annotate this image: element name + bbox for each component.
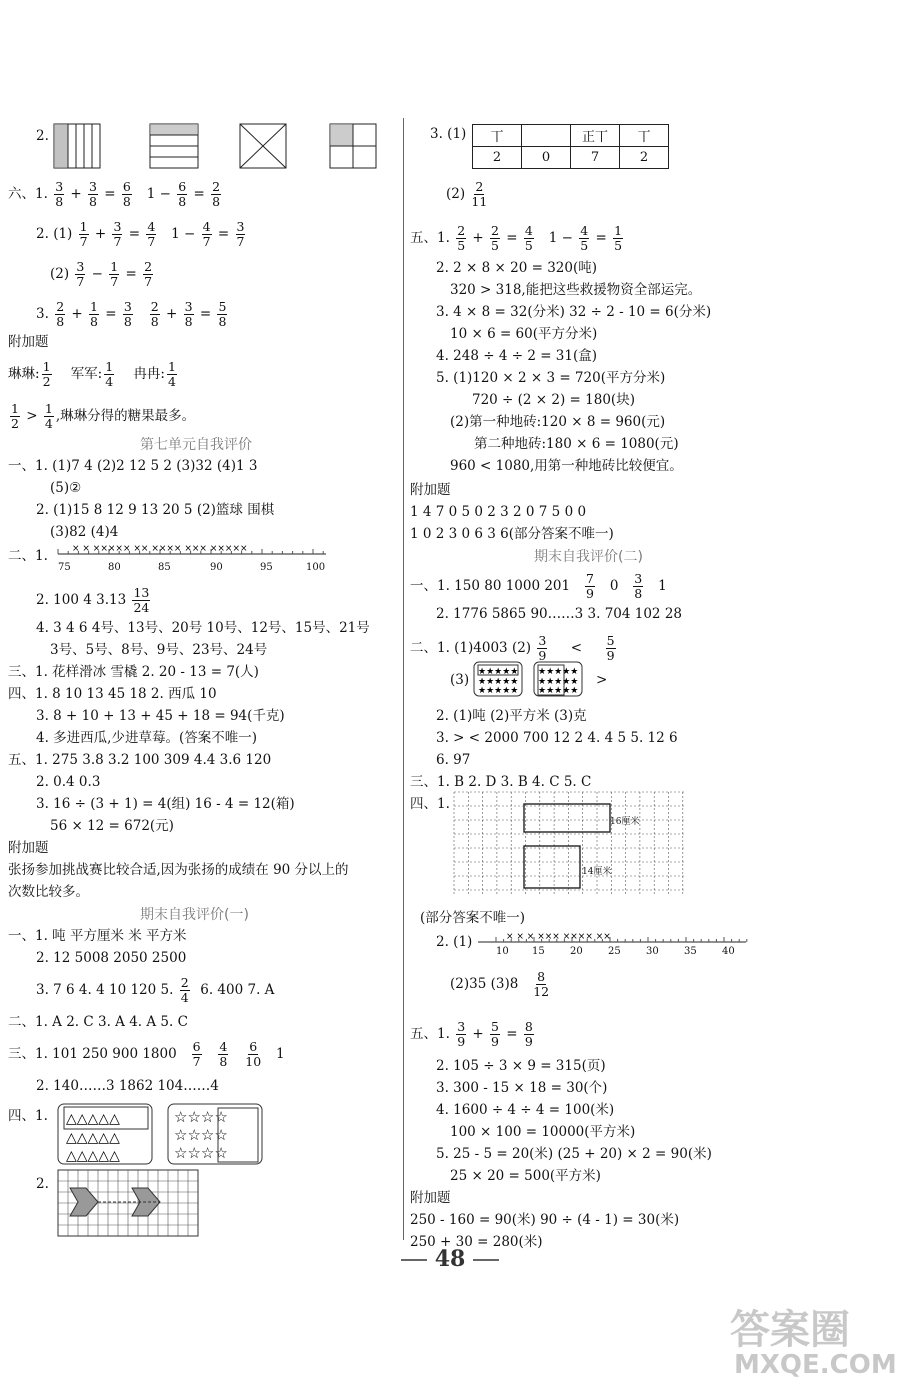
r-s5-4: 4. 248 ÷ 4 ÷ 2 = 31(盒) <box>436 348 598 364</box>
f2-s4-note: (部分答案不唯一) <box>420 910 526 926</box>
nl2-tick-label: 20 <box>570 946 583 957</box>
r-extra-b2: 250 + 30 = 280(米) <box>410 1234 543 1250</box>
candy-compare: $\frac{1}{2}$ > $\frac{1}{4}$ ,琳琳分得的糖果最多。 <box>11 401 196 431</box>
footer-dash-right <box>473 1259 499 1261</box>
nl1-tick-label: 90 <box>210 562 223 573</box>
nl2-tick-label: 15 <box>532 946 545 957</box>
u7-line3: 2. (1)15 8 12 9 13 20 5 (2)篮球 围棋 <box>36 502 275 518</box>
f2-s2-3: (3) <box>450 672 470 688</box>
grid-rectangles <box>452 790 688 900</box>
f2-s2-3b: 3. > < 2000 700 12 2 4. 4 5 5. 12 6 <box>436 730 678 746</box>
r-s5-5c: (2)第一种地砖:120 × 8 = 960(元) <box>450 414 666 430</box>
number-line-2-labels <box>496 946 746 960</box>
nl1-tick-label: 80 <box>108 562 121 573</box>
r-s5-5e: 960 < 1080,用第一种地砖比较便宜。 <box>450 458 683 474</box>
r-extra-2: 1 0 2 3 0 6 3 6(部分答案不唯一) <box>410 526 614 542</box>
f1-line3: 3. 7 6 4. 4 10 120 5. $\frac{2}{4}$ 6. 400 7. A <box>36 975 275 1005</box>
tally-row <box>473 125 669 147</box>
tally-cell: 0 <box>522 147 571 169</box>
u7-s5: 五、1. 275 3.8 3.2 100 309 4.4 3.6 120 <box>8 752 272 768</box>
nl1-tick-label: 85 <box>158 562 171 573</box>
svg-text:☆☆☆☆: ☆☆☆☆ <box>174 1108 228 1126</box>
tally-cell <box>522 125 571 147</box>
candy-fractions: 琳琳: $\frac{1}{2}$ 军军: $\frac{1}{4}$ 冉冉: $\frac{1}{4}$ <box>8 359 176 389</box>
r-s5-2: 2. 2 × 8 × 20 = 320(吨) <box>436 260 598 276</box>
f2-s2-2: 2. (1)吨 (2)平方米 (3)克 <box>436 708 587 724</box>
q2-label: 2. <box>36 128 49 144</box>
f1-s2: 二、1. A 2. C 3. A 4. A 5. C <box>8 1014 188 1030</box>
f2-s2-gt: > <box>596 672 608 688</box>
triangles-stars-figure <box>56 1102 270 1168</box>
r-extra-b1: 250 - 160 = 90(米) 90 ÷ (4 - 1) = 30(米) <box>410 1212 680 1228</box>
section-heading-unit7: 第七单元自我评价 <box>140 437 252 453</box>
svg-text:★★★★★: ★★★★★ <box>538 667 579 677</box>
star-boxes <box>472 660 592 700</box>
tally-cell: 2 <box>473 147 522 169</box>
f2-s3: 三、1. B 2. D 3. B 4. C 5. C <box>410 774 592 790</box>
f2-s4-2b: (2)35 (3)8 $\frac{8}{12}$ <box>450 969 550 999</box>
tally-cell: 正丅 <box>571 125 620 147</box>
u7-q4: 4. 3 4 6 4号、13号、20号 10号、12号、15号、21号 <box>36 620 370 636</box>
f2-s4: 四、1. <box>410 796 450 812</box>
u7-line2: (5)② <box>50 480 82 496</box>
u7-s4-4: 4. 多进西瓜,少进草莓。(答案不唯一) <box>36 730 257 746</box>
f1-s4-2: 2. <box>36 1176 49 1192</box>
fraction-shapes <box>52 122 392 170</box>
footer-dash-left <box>401 1259 427 1261</box>
page-footer <box>0 1246 900 1272</box>
extra2-text1: 张扬参加挑战赛比较合适,因为张扬的成绩在 90 分以上的 <box>8 862 349 878</box>
f2-line1: 一、1. 150 80 1000 201 $\frac{7}{9}$ 0 $\frac{3}{8}$ 1 <box>410 571 667 601</box>
nl2-tick-label: 35 <box>684 946 697 957</box>
r3-2: (2) $\frac{2}{11}$ <box>446 179 488 209</box>
s6-q2a: 2. (1) $\frac{1}{7}$ + $\frac{3}{7}$ = $\frac{4}{7}$ 1 − $\frac{4}{7}$ = $\frac{3}{7}$ <box>36 219 245 249</box>
nl2-tick-label: 30 <box>646 946 659 957</box>
f1-s3: 三、1. 101 250 900 1800 $\frac{6}{7}$ $\frac{4}{8}$ $\frac{6}{10}$ 1 <box>8 1039 285 1069</box>
r-s5-2b: 320 > 318,能把这些救援物资全部运完。 <box>450 282 702 298</box>
svg-text:★★★★★: ★★★★★ <box>538 686 579 696</box>
svg-text:× × × ××× ×××× ××: × × × ××× ×××× ×× <box>506 932 611 942</box>
r-extra-b-title: 附加题 <box>410 1190 451 1206</box>
r-s5-3: 3. 4 × 8 = 32(分米) 32 ÷ 2 - 10 = 6(分米) <box>436 304 712 320</box>
u7-s5-2: 2. 0.4 0.3 <box>36 774 101 790</box>
nl1-tick-label: 100 <box>306 562 326 573</box>
f1-line1: 一、1. 吨 平方厘米 米 平方米 <box>8 928 187 944</box>
s6-q3: 3. $\frac{2}{8}$ + $\frac{1}{8}$ = $\frac{3}{8}$ $\frac{2}{8}$ + $\frac{3}{8}$ = $\frac{5}{8}$ <box>36 299 227 329</box>
u7-s5-3: 3. 16 ÷ (3 + 1) = 4(组) 16 - 4 = 12(箱) <box>36 796 295 812</box>
u7-line1: 一、1. (1)7 4 (2)2 12 5 2 (3)32 (4)1 3 <box>8 458 258 474</box>
watermark-url: MXQE.COM <box>734 1350 897 1380</box>
u7-q2: 2. 100 4 3.13 $\frac{13}{24}$ <box>36 585 150 615</box>
svg-text:☆☆☆☆: ☆☆☆☆ <box>174 1126 228 1144</box>
r-s5-5: 5. (1)120 × 2 × 3 = 720(平方分米) <box>436 370 666 386</box>
svg-text:★★★★★: ★★★★★ <box>478 686 519 696</box>
r-extra-title: 附加题 <box>410 482 451 498</box>
u7-s3: 三、1. 花样滑冰 雪橇 2. 20 - 13 = 7(人) <box>8 664 259 680</box>
page-number: 48 <box>434 1246 466 1272</box>
r-s5b-3: 3. 300 - 15 × 18 = 30(个) <box>436 1080 608 1096</box>
r-extra-1: 1 4 7 0 5 0 2 3 2 0 7 5 0 0 <box>410 504 587 520</box>
section-heading-final2: 期末自我评价(二) <box>534 549 643 565</box>
r-s5b-4: 4. 1600 ÷ 4 ÷ 4 = 100(米) <box>436 1102 615 1118</box>
nl2-tick-label: 10 <box>496 946 509 957</box>
r-s5b-5b: 25 × 20 = 500(平方米) <box>450 1168 601 1184</box>
f2-s4-2: 2. (1) <box>436 934 473 950</box>
svg-text:△△△△△: △△△△△ <box>66 1111 120 1127</box>
svg-text:△△△△△: △△△△△ <box>66 1130 120 1146</box>
u7-line4: (3)82 (4)4 <box>50 524 119 540</box>
r-s5-3b: 10 × 6 = 60(平方分米) <box>450 326 598 342</box>
grid-label-16cm: 16厘米 <box>610 817 640 827</box>
nl2-tick-label: 40 <box>722 946 735 957</box>
r-s5b-2: 2. 105 ÷ 3 × 9 = 315(页) <box>436 1058 606 1074</box>
grid-fish-figure <box>56 1168 204 1240</box>
section-heading-final1: 期末自我评价(一) <box>140 907 249 923</box>
u7-s4: 四、1. 8 10 13 45 18 2. 西瓜 10 <box>8 686 217 702</box>
s6-q2b: (2) $\frac{3}{7}$ − $\frac{1}{7}$ = $\frac{2}{7}$ <box>50 259 153 289</box>
u7-nl-prefix: 二、1. <box>8 548 48 564</box>
u7-s4-3: 3. 8 + 10 + 13 + 45 + 18 = 94(千克) <box>36 708 285 724</box>
svg-text:★★★★★: ★★★★★ <box>538 677 579 687</box>
r-s5b-q1: 五、1. $\frac{3}{9}$ + $\frac{5}{9}$ = $\frac{8}{9}$ <box>410 1019 533 1049</box>
tally-cell: 2 <box>620 147 669 169</box>
f1-line2: 2. 12 5008 2050 2500 <box>36 950 187 966</box>
svg-text:× × ××××× ×× ×××× ××× ×××××: × × ××××× ×× ×××× ××× ××××× <box>72 544 248 554</box>
nl1-tick-label: 95 <box>260 562 273 573</box>
r3-label: 3. (1) <box>430 126 467 142</box>
nl1-tick-label: 75 <box>58 562 71 573</box>
svg-text:△△△△△: △△△△△ <box>66 1148 120 1164</box>
r-s5-5d: 第二种地砖:180 × 6 = 1080(元) <box>474 436 679 452</box>
f1-s4: 四、1. <box>8 1108 48 1124</box>
tally-row <box>473 147 669 169</box>
u7-q4b: 3号、5号、8号、9号、23号、24号 <box>50 642 268 658</box>
extra2-text2: 次数比较多。 <box>8 884 89 900</box>
tally-cell: 丅 <box>620 125 669 147</box>
f1-s3-2: 2. 140……3 1862 104……4 <box>36 1078 219 1094</box>
extra-title-1: 附加题 <box>8 334 49 350</box>
r-s5-q1: 五、1. $\frac{2}{5}$ + $\frac{2}{5}$ = $\frac{4}{5}$ 1 − $\frac{4}{5}$ = $\frac{1}{5}$ <box>410 223 623 253</box>
extra-title-2: 附加题 <box>8 840 49 856</box>
watermark-logo: 答案圈 <box>730 1307 850 1353</box>
svg-text:☆☆☆☆: ☆☆☆☆ <box>174 1144 228 1162</box>
u7-s5-3b: 56 × 12 = 672(元) <box>50 818 174 834</box>
r-s5b-4b: 100 × 100 = 10000(平方米) <box>450 1124 636 1140</box>
svg-text:★★★★★: ★★★★★ <box>478 677 519 687</box>
f2-line2: 2. 1776 5865 90……3 3. 704 102 28 <box>436 606 682 622</box>
number-line-1-labels <box>58 562 328 576</box>
tally-table <box>472 124 669 169</box>
tally-cell: 丅 <box>473 125 522 147</box>
column-divider <box>403 118 404 1240</box>
r-s5b-5: 5. 25 - 5 = 20(米) (25 + 20) × 2 = 90(米) <box>436 1146 712 1162</box>
tally-cell: 7 <box>571 147 620 169</box>
grid-label-14cm: 14厘米 <box>582 867 612 877</box>
nl2-tick-label: 25 <box>608 946 621 957</box>
r-s5-5b: 720 ÷ (2 × 2) = 180(块) <box>472 392 635 408</box>
f2-s2-6: 6. 97 <box>436 752 471 768</box>
f2-s2: 二、1. (1)4003 (2) $\frac{3}{9}$ < $\frac{5}{9}$ <box>410 633 615 663</box>
s6-q1: 六、1. $\frac{3}{8}$ + $\frac{3}{8}$ = $\frac{6}{8}$ 1 − $\frac{6}{8}$ = $\frac{2}{8}$ <box>8 179 221 209</box>
svg-text:★★★★★: ★★★★★ <box>478 667 519 677</box>
